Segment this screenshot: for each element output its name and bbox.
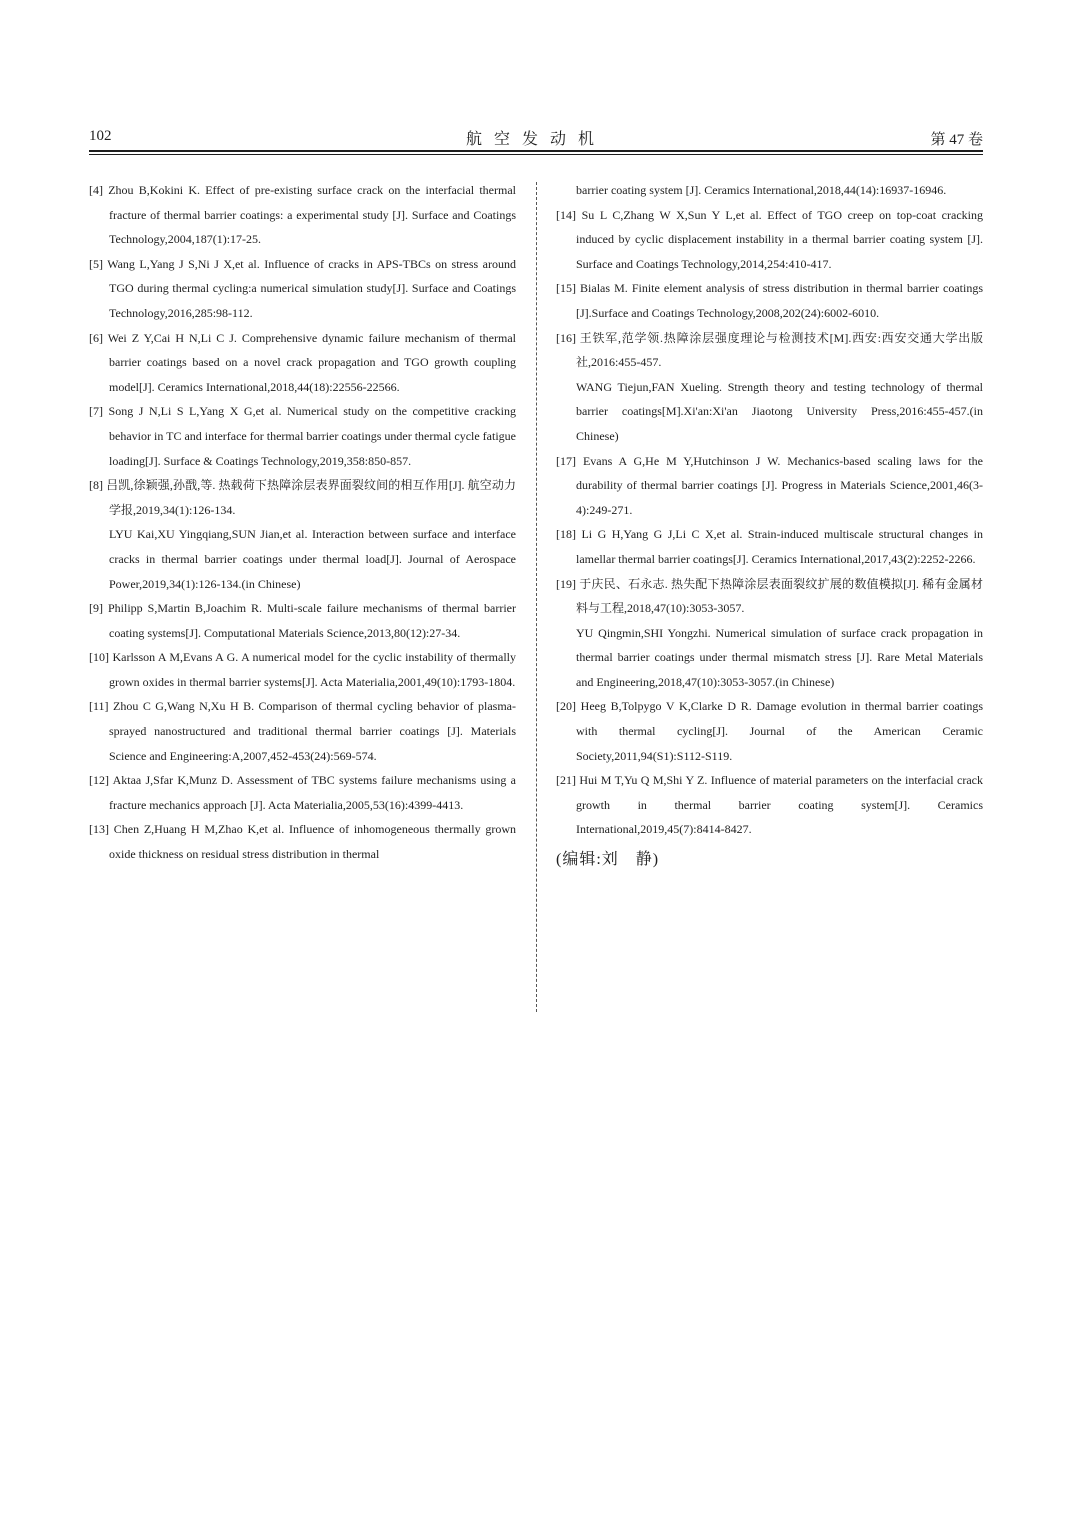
reference-13-continued: barrier coating system [J]. Ceramics International,2018,44(14):16937-16946. xyxy=(576,183,947,197)
reference-8: [8] 吕凯,徐颖强,孙戬,等. 热载荷下热障涂层表界面裂纹间的相互作用[J]. 航空动力学报,2019,34(1):126-134. xyxy=(89,478,516,517)
reference-5: [5] Wang L,Yang J S,Ni J X,et al. Influence of cracks in APS-TBCs on stress around TGO during thermal cycling:a numerical simulation study[J]. Surface and Coatings Technology,2016,285:98-112. xyxy=(89,256,516,320)
reference-17: [17] Evans A G,He M Y,Hutchinson J W. Mechanics-based scaling laws for the durability of thermal barrier coatings [J]. Progress in Materials Science,2001,46(3-4):249-271. xyxy=(556,453,983,517)
reference-6: [6] Wei Z Y,Cai H N,Li C J. Comprehensive dynamic failure mechanism of thermal barrier coatings based on a novel crack propagation and TGO growth coupling model[J]. Ceramics International,2018,44(18):22556-22566. xyxy=(89,330,516,394)
reference-16: [16] 王铁军,范学领.热障涂层强度理论与检测技术[M].西安:西安交通大学出版社,2016:455-457. xyxy=(556,330,983,370)
reference-12: [12] Aktaa J,Sfar K,Munz D. Assessment of TBC systems failure mechanisms using a fracture mechanics approach [J]. Acta Materialia,2005,53(16):4399-4413. xyxy=(89,773,516,812)
reference-4: [4] Zhou B,Kokini K. Effect of pre-existing surface crack on the interfacial thermal fracture of thermal barrier coatings: a experimental study [J]. Surface and Coatings Technology,2004,187(1):17-25. xyxy=(89,183,516,247)
references-right-column xyxy=(556,178,983,873)
volume-label: 第 47 卷 xyxy=(930,132,983,148)
journal-title: 航空发动机 xyxy=(465,131,606,148)
reference-18: [18] Li G H,Yang G J,Li C X,et al. Strain-induced multiscale structural changes in lamellar thermal barrier coatings[J]. Ceramics International,2017,43(2):2252-2266. xyxy=(556,527,983,566)
reference-21: [21] Hui M T,Yu Q M,Shi Y Z. Influence of material parameters on the interfacial crack growth in thermal barrier coating system[J]. Ceramics International,2019,45(7):8414-8427. xyxy=(556,773,983,837)
reference-19-english: YU Qingmin,SHI Yongzhi. Numerical simulation of surface crack propagation in thermal barrier coatings under thermal mismatch stress [J]. Rare Metal Materials and Engineering,2018,47(10):3053-3057.(in Chinese) xyxy=(576,625,983,689)
reference-11: [11] Zhou C G,Wang N,Xu H B. Comparison of thermal cycling behavior of plasma-sprayed nanostructured and traditional thermal barrier coatings [J]. Materials Science and Engineering:A,2007,452-453(24):569-574. xyxy=(89,699,516,763)
header-rule-thick xyxy=(89,150,983,152)
page-header xyxy=(89,126,983,150)
column-divider xyxy=(536,182,537,1012)
header-rule-thin xyxy=(89,154,983,155)
editor-note: (编辑:刘 静) xyxy=(556,851,660,869)
reference-19: [19] 于庆民、石永志. 热失配下热障涂层表面裂纹扩展的数值模拟[J]. 稀有金属材料与工程,2018,47(10):3053-3057. xyxy=(556,576,983,616)
references-left-column xyxy=(89,178,516,867)
reference-9: [9] Philipp S,Martin B,Joachim R. Multi-scale failure mechanisms of thermal barrier coating systems[J]. Computational Materials Science,2013,80(12):27-34. xyxy=(89,601,516,640)
reference-10: [10] Karlsson A M,Evans A G. A numerical model for the cyclic instability of thermally grown oxides in thermal barrier systems[J]. Acta Materialia,2001,49(10):1793-1804. xyxy=(89,650,516,689)
page-number: 102 xyxy=(89,128,112,144)
reference-7: [7] Song J N,Li S L,Yang X G,et al. Numerical study on the competitive cracking behavior in TC and interface for thermal barrier coatings under thermal cycle fatigue loading[J]. Surface & Coatings Technology,2019,358:850-857. xyxy=(89,404,516,468)
reference-20: [20] Heeg B,Tolpygo V K,Clarke D R. Damage evolution in thermal barrier coatings with thermal cycling[J]. Journal of the American Ceramic Society,2011,94(S1):S112-S119. xyxy=(556,699,983,763)
reference-16-english: WANG Tiejun,FAN Xueling. Strength theory and testing technology of thermal barrier coatings[M].Xi'an:Xi'an Jiaotong University Press,2016:455-457.(in Chinese) xyxy=(576,379,983,443)
reference-14: [14] Su L C,Zhang W X,Sun Y L,et al. Effect of TGO creep on top-coat cracking induced by cyclic displacement instability in a thermal barrier coating system [J]. Surface and Coatings Technology,2014,254:410-417. xyxy=(556,207,983,271)
reference-15: [15] Bialas M. Finite element analysis of stress distribution in thermal barrier coatings [J].Surface and Coatings Technology,2008,202(24):6002-6010. xyxy=(556,281,983,320)
reference-13: [13] Chen Z,Huang H M,Zhao K,et al. Influence of inhomogeneous thermally grown oxide thickness on residual stress distribution in thermal xyxy=(89,822,516,862)
reference-8-english: LYU Kai,XU Yingqiang,SUN Jian,et al. Interaction between surface and interface cracks in thermal barrier coatings under thermal load[J]. Journal of Aerospace Power,2019,34(1):126-134.(in Chinese) xyxy=(109,527,516,591)
